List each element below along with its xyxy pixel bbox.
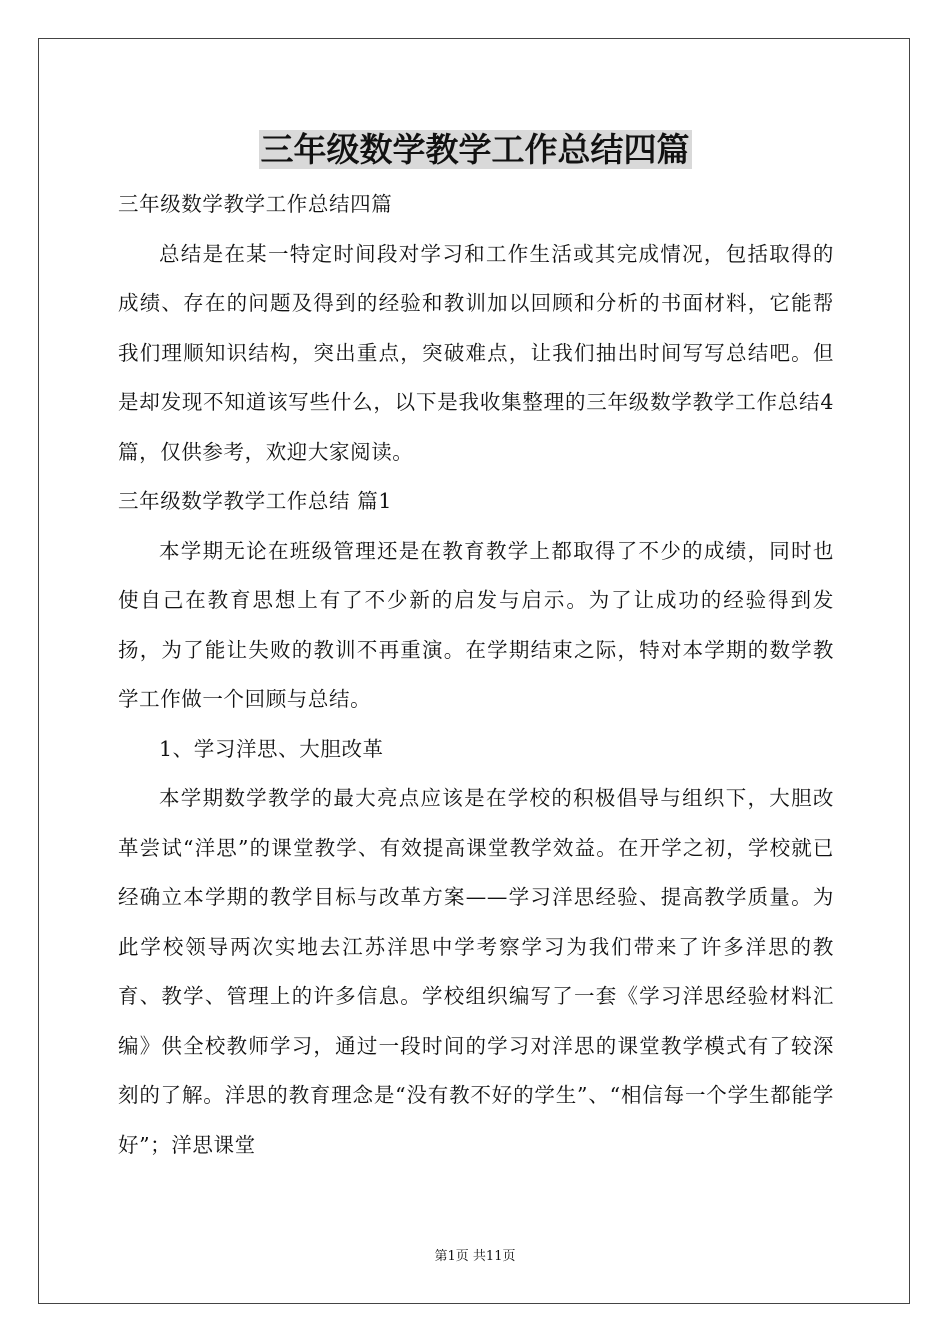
page-number-footer: 第1页 共11页 (434, 1249, 516, 1264)
document-title-text: 三年级数学教学工作总结四篇 (260, 130, 690, 169)
subsection-heading: 1、学习洋思、大胆改革 (159, 736, 384, 761)
document-body (118, 180, 834, 1170)
subtitle-paragraph: 三年级数学教学工作总结四篇 (118, 192, 393, 216)
document-title (0, 128, 950, 172)
intro-paragraph: 总结是在某一特定时间段对学习和工作生活或其完成情况，包括取得的成绩、存在的问题及得到的经验和教训加以回顾和分析的书面材料，它能帮我们理顺知识结构，突出重点，突破难点，让我们抽出时间写写总结吧。但是却发现不知道该写些什么，以下是我收集整理的三年级数学教学工作总结4篇，仅供参考，欢迎大家阅读。 (118, 241, 834, 464)
body-paragraph: 本学期无论在班级管理还是在教育教学上都取得了不少的成绩，同时也使自己在教育思想上有了不少新的启发与启示。为了让成功的经验得到发扬，为了能让失败的教训不再重演。在学期结束之际，特对本学期的数学教学工作做一个回顾与总结。 (118, 538, 834, 711)
body-paragraph: 本学期数学教学的最大亮点应该是在学校的积极倡导与组织下，大胆改革尝试“洋思”的课堂教学、有效提高课堂教学效益。在开学之初，学校就已经确立本学期的教学目标与改革方案——学习洋思经验、提高教学质量。为此学校领导两次实地去江苏洋思中学考察学习为我们带来了许多洋思的教育、教学、管理上的许多信息。学校组织编写了一套《学习洋思经验材料汇编》供全校教师学习，通过一段时间的学习对洋思的课堂教学模式有了较深刻的了解。洋思的教育理念是“没有教不好的学生”、“相信每一个学生都能学好”；洋思课堂 (118, 786, 834, 1157)
section-heading: 三年级数学教学工作总结 篇1 (118, 489, 392, 513)
